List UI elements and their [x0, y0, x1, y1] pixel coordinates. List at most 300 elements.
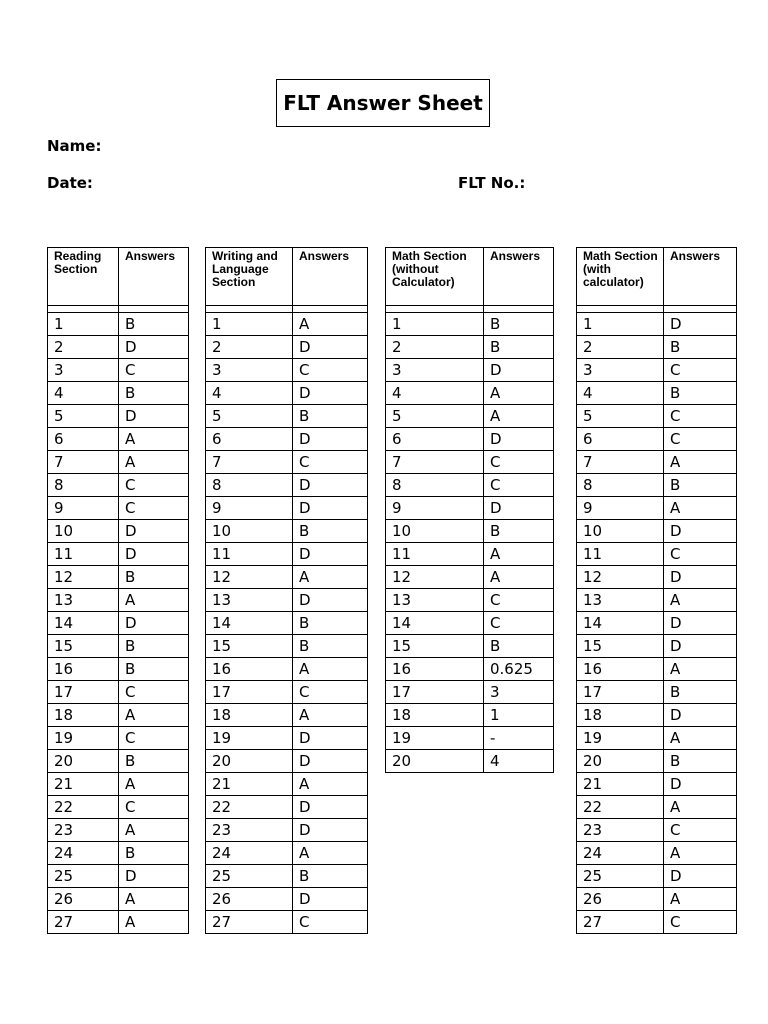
question-number: 20	[577, 750, 664, 773]
answer-value: A	[293, 773, 368, 796]
answer-value: A	[293, 566, 368, 589]
question-number: 24	[577, 842, 664, 865]
question-number: 16	[206, 658, 293, 681]
question-number: 16	[386, 658, 484, 681]
table-row	[386, 612, 554, 635]
question-number: 19	[577, 727, 664, 750]
answer-value: D	[293, 727, 368, 750]
answer-value: B	[119, 750, 189, 773]
answer-value: C	[484, 612, 554, 635]
section-header: Math Section (with calculator)	[577, 248, 664, 306]
table-row	[48, 359, 189, 382]
answer-value: B	[664, 750, 737, 773]
answer-value: B	[119, 313, 189, 336]
question-number: 23	[577, 819, 664, 842]
question-number: 9	[206, 497, 293, 520]
answer-value: A	[119, 589, 189, 612]
answer-value: A	[664, 451, 737, 474]
question-number: 3	[206, 359, 293, 382]
question-number: 21	[206, 773, 293, 796]
table-row	[386, 750, 554, 773]
table-row	[206, 428, 368, 451]
section-header: Math Section (without Calculator)	[386, 248, 484, 306]
answer-value: B	[119, 382, 189, 405]
answer-value: A	[119, 888, 189, 911]
question-number: 5	[577, 405, 664, 428]
answer-value: D	[119, 543, 189, 566]
writing-language-section-table	[205, 247, 368, 934]
answer-value: C	[664, 543, 737, 566]
table-row	[577, 451, 737, 474]
table-row	[577, 865, 737, 888]
question-number: 22	[206, 796, 293, 819]
question-number: 17	[48, 681, 119, 704]
answer-value: A	[293, 704, 368, 727]
question-number: 14	[206, 612, 293, 635]
answer-value: C	[119, 359, 189, 382]
question-number: 20	[48, 750, 119, 773]
question-number: 12	[386, 566, 484, 589]
table-row	[206, 474, 368, 497]
answer-value: C	[664, 911, 737, 934]
question-number: 21	[577, 773, 664, 796]
answers-header: Answers	[293, 248, 368, 306]
section-header: Reading Section	[48, 248, 119, 306]
question-number: 2	[48, 336, 119, 359]
table-row	[386, 428, 554, 451]
answers-header: Answers	[484, 248, 554, 306]
page-title: FLT Answer Sheet	[276, 79, 490, 127]
table-row	[577, 428, 737, 451]
question-number: 1	[206, 313, 293, 336]
table-row	[48, 497, 189, 520]
table-row	[206, 911, 368, 934]
question-number: 10	[386, 520, 484, 543]
answer-value: D	[664, 520, 737, 543]
answers-header: Answers	[664, 248, 737, 306]
answer-value: A	[119, 428, 189, 451]
question-number: 2	[206, 336, 293, 359]
table-row	[48, 911, 189, 934]
answer-value: A	[293, 658, 368, 681]
table-row	[48, 635, 189, 658]
answer-value: B	[119, 635, 189, 658]
question-number: 1	[48, 313, 119, 336]
question-number: 11	[577, 543, 664, 566]
table-row	[48, 727, 189, 750]
answer-value: B	[293, 405, 368, 428]
question-number: 4	[577, 382, 664, 405]
table-row	[206, 589, 368, 612]
answer-value: D	[293, 382, 368, 405]
question-number: 11	[206, 543, 293, 566]
question-number: 6	[577, 428, 664, 451]
flt-number-label: FLT No.:	[458, 174, 526, 192]
answer-value: D	[119, 405, 189, 428]
question-number: 13	[48, 589, 119, 612]
question-number: 5	[206, 405, 293, 428]
reading-section-table	[47, 247, 189, 934]
question-number: 6	[48, 428, 119, 451]
question-number: 15	[577, 635, 664, 658]
answer-value: C	[484, 589, 554, 612]
table-row	[206, 888, 368, 911]
answer-value: B	[664, 474, 737, 497]
table-row	[206, 520, 368, 543]
answer-value: D	[293, 497, 368, 520]
question-number: 13	[386, 589, 484, 612]
answer-value: D	[293, 888, 368, 911]
answer-value: C	[119, 727, 189, 750]
table-row	[48, 520, 189, 543]
answer-value: D	[293, 543, 368, 566]
question-number: 14	[386, 612, 484, 635]
answer-value: A	[119, 451, 189, 474]
answer-value: A	[293, 842, 368, 865]
question-number: 26	[48, 888, 119, 911]
question-number: 24	[206, 842, 293, 865]
math-no-calculator-table	[385, 247, 554, 773]
table-row	[386, 382, 554, 405]
question-number: 17	[577, 681, 664, 704]
question-number: 27	[48, 911, 119, 934]
table-row	[386, 497, 554, 520]
answer-value: B	[293, 635, 368, 658]
table-row	[577, 911, 737, 934]
question-number: 15	[48, 635, 119, 658]
table-row	[48, 543, 189, 566]
answer-value: A	[664, 497, 737, 520]
question-number: 26	[206, 888, 293, 911]
answer-value: C	[293, 911, 368, 934]
answer-value: B	[484, 520, 554, 543]
table-row	[206, 635, 368, 658]
question-number: 8	[386, 474, 484, 497]
question-number: 7	[386, 451, 484, 474]
table-row	[577, 819, 737, 842]
table-row	[386, 336, 554, 359]
answer-value: C	[119, 497, 189, 520]
question-number: 4	[206, 382, 293, 405]
answer-value: D	[664, 612, 737, 635]
table-row	[386, 543, 554, 566]
answer-value: D	[293, 589, 368, 612]
question-number: 2	[577, 336, 664, 359]
question-number: 27	[206, 911, 293, 934]
table-row	[386, 635, 554, 658]
answer-value: A	[484, 382, 554, 405]
question-number: 8	[48, 474, 119, 497]
answer-value: D	[119, 336, 189, 359]
table-row	[206, 451, 368, 474]
answer-value: C	[484, 474, 554, 497]
answer-value: D	[484, 359, 554, 382]
answer-value: B	[119, 842, 189, 865]
table-row	[48, 796, 189, 819]
table-row	[48, 428, 189, 451]
answer-value: C	[664, 405, 737, 428]
table-row	[48, 313, 189, 336]
table-row	[48, 865, 189, 888]
answer-value: B	[484, 336, 554, 359]
table-row	[577, 405, 737, 428]
table-row	[577, 520, 737, 543]
question-number: 9	[577, 497, 664, 520]
answer-value: C	[484, 451, 554, 474]
table-row	[577, 773, 737, 796]
answer-value: B	[293, 612, 368, 635]
question-number: 19	[386, 727, 484, 750]
table-row	[206, 543, 368, 566]
question-number: 14	[48, 612, 119, 635]
question-number: 25	[206, 865, 293, 888]
table-row	[48, 773, 189, 796]
question-number: 15	[206, 635, 293, 658]
question-number: 2	[386, 336, 484, 359]
question-number: 12	[48, 566, 119, 589]
question-number: 22	[577, 796, 664, 819]
answer-value: A	[119, 911, 189, 934]
answer-value: D	[664, 566, 737, 589]
answer-value: 4	[484, 750, 554, 773]
table-row	[206, 750, 368, 773]
table-row	[206, 704, 368, 727]
question-number: 3	[48, 359, 119, 382]
answer-value: A	[119, 773, 189, 796]
answer-value: D	[664, 313, 737, 336]
question-number: 7	[577, 451, 664, 474]
answer-value: B	[293, 865, 368, 888]
table-row	[577, 474, 737, 497]
answer-value: D	[293, 428, 368, 451]
question-number: 4	[48, 382, 119, 405]
question-number: 23	[48, 819, 119, 842]
table-row	[577, 704, 737, 727]
table-row	[577, 543, 737, 566]
table-row	[386, 681, 554, 704]
question-number: 13	[577, 589, 664, 612]
question-number: 10	[577, 520, 664, 543]
table-row	[577, 681, 737, 704]
answer-value: D	[664, 635, 737, 658]
question-number: 10	[206, 520, 293, 543]
table-row	[48, 819, 189, 842]
question-number: 17	[386, 681, 484, 704]
answer-value: B	[664, 336, 737, 359]
answer-value: C	[293, 681, 368, 704]
answer-value: D	[664, 773, 737, 796]
table-row	[386, 359, 554, 382]
question-number: 26	[577, 888, 664, 911]
name-label: Name:	[47, 137, 102, 155]
answers-header: Answers	[119, 248, 189, 306]
question-number: 25	[48, 865, 119, 888]
answer-value: 0.625	[484, 658, 554, 681]
answer-value: A	[664, 727, 737, 750]
question-number: 7	[48, 451, 119, 474]
question-number: 5	[48, 405, 119, 428]
table-row	[386, 313, 554, 336]
table-row	[386, 451, 554, 474]
table-row	[48, 704, 189, 727]
table-row	[206, 865, 368, 888]
question-number: 10	[48, 520, 119, 543]
answer-value: D	[119, 520, 189, 543]
question-number: 18	[206, 704, 293, 727]
table-row	[577, 359, 737, 382]
table-row	[48, 566, 189, 589]
question-number: 20	[206, 750, 293, 773]
table-row	[48, 612, 189, 635]
answer-value: C	[119, 681, 189, 704]
answer-value: B	[484, 313, 554, 336]
answer-value: C	[664, 819, 737, 842]
table-row	[206, 612, 368, 635]
table-row	[206, 497, 368, 520]
answer-value: D	[119, 865, 189, 888]
table-row	[386, 658, 554, 681]
question-number: 9	[48, 497, 119, 520]
answer-value: C	[293, 359, 368, 382]
answer-value: A	[664, 589, 737, 612]
table-row	[386, 566, 554, 589]
question-number: 1	[577, 313, 664, 336]
answer-value: D	[293, 796, 368, 819]
table-row	[206, 382, 368, 405]
question-number: 11	[386, 543, 484, 566]
table-row	[48, 888, 189, 911]
answer-value: B	[664, 382, 737, 405]
answer-value: -	[484, 727, 554, 750]
question-number: 24	[48, 842, 119, 865]
table-row	[577, 888, 737, 911]
question-number: 8	[206, 474, 293, 497]
table-row	[206, 727, 368, 750]
date-label: Date:	[47, 174, 93, 192]
answer-value: C	[119, 474, 189, 497]
question-number: 11	[48, 543, 119, 566]
table-row	[48, 474, 189, 497]
answer-value: B	[119, 566, 189, 589]
question-number: 13	[206, 589, 293, 612]
question-number: 3	[577, 359, 664, 382]
table-row	[206, 796, 368, 819]
table-row	[48, 842, 189, 865]
answer-value: D	[293, 819, 368, 842]
answer-value: D	[484, 497, 554, 520]
question-number: 12	[577, 566, 664, 589]
question-number: 23	[206, 819, 293, 842]
question-number: 6	[386, 428, 484, 451]
question-number: 16	[577, 658, 664, 681]
table-row	[206, 773, 368, 796]
question-number: 27	[577, 911, 664, 934]
table-row	[577, 382, 737, 405]
question-number: 1	[386, 313, 484, 336]
table-row	[577, 313, 737, 336]
question-number: 6	[206, 428, 293, 451]
question-number: 18	[386, 704, 484, 727]
table-row	[206, 658, 368, 681]
table-row	[386, 474, 554, 497]
question-number: 18	[48, 704, 119, 727]
answer-value: A	[484, 405, 554, 428]
table-row	[48, 382, 189, 405]
question-number: 12	[206, 566, 293, 589]
answer-value: A	[119, 704, 189, 727]
answer-value: A	[664, 796, 737, 819]
answer-value: C	[664, 359, 737, 382]
table-row	[386, 704, 554, 727]
table-row	[577, 658, 737, 681]
table-row	[206, 359, 368, 382]
question-number: 15	[386, 635, 484, 658]
answer-value: A	[664, 842, 737, 865]
answer-value: B	[664, 681, 737, 704]
table-row	[577, 842, 737, 865]
question-number: 7	[206, 451, 293, 474]
table-row	[386, 520, 554, 543]
question-number: 8	[577, 474, 664, 497]
answer-value: 1	[484, 704, 554, 727]
answer-value: A	[293, 313, 368, 336]
table-row	[206, 842, 368, 865]
table-row	[48, 451, 189, 474]
answer-value: D	[664, 865, 737, 888]
answer-value: A	[119, 819, 189, 842]
table-row	[206, 336, 368, 359]
question-number: 16	[48, 658, 119, 681]
question-number: 21	[48, 773, 119, 796]
table-row	[206, 819, 368, 842]
table-row	[48, 681, 189, 704]
table-row	[577, 727, 737, 750]
math-calculator-table	[576, 247, 737, 934]
answer-value: B	[119, 658, 189, 681]
question-number: 5	[386, 405, 484, 428]
table-row	[206, 405, 368, 428]
answer-value: A	[484, 566, 554, 589]
table-row	[386, 405, 554, 428]
answer-value: B	[484, 635, 554, 658]
table-row	[48, 405, 189, 428]
answer-value: C	[664, 428, 737, 451]
question-number: 25	[577, 865, 664, 888]
table-row	[48, 658, 189, 681]
question-number: 20	[386, 750, 484, 773]
question-number: 22	[48, 796, 119, 819]
table-row	[577, 566, 737, 589]
table-row	[577, 589, 737, 612]
answer-value: D	[293, 474, 368, 497]
table-row	[577, 336, 737, 359]
table-row	[577, 497, 737, 520]
table-row	[206, 313, 368, 336]
answer-value: D	[664, 704, 737, 727]
table-row	[386, 727, 554, 750]
answer-value: C	[119, 796, 189, 819]
question-number: 3	[386, 359, 484, 382]
answer-value: D	[293, 336, 368, 359]
table-row	[577, 635, 737, 658]
table-row	[206, 681, 368, 704]
answer-value: 3	[484, 681, 554, 704]
answer-value: C	[293, 451, 368, 474]
answer-value: D	[293, 750, 368, 773]
question-number: 19	[48, 727, 119, 750]
table-row	[48, 750, 189, 773]
question-number: 17	[206, 681, 293, 704]
